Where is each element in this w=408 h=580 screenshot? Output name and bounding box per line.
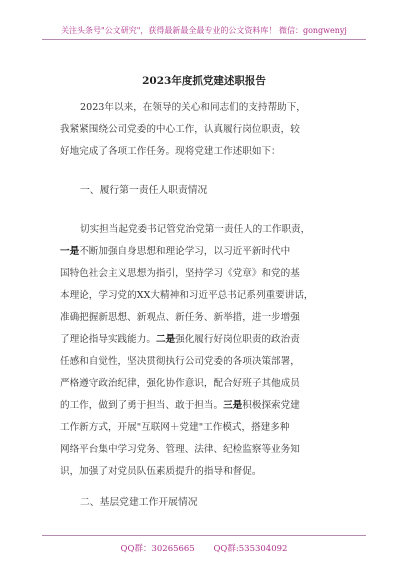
section1-line bbox=[60, 439, 352, 461]
footer-qq-group-1: QQ群：30265665 bbox=[120, 544, 195, 554]
header-divider bbox=[42, 39, 366, 40]
line-emphasis: 二是 bbox=[155, 334, 176, 345]
line-text: 国特色社会主义思想为指引，坚持学习《党章》和党的基 bbox=[60, 268, 300, 279]
footer-contact bbox=[0, 542, 408, 554]
intro-line: 我紧紧围绕公司党委的中心工作，认真履行岗位职责，较 bbox=[60, 124, 300, 135]
intro-paragraph bbox=[60, 97, 352, 163]
section1-line bbox=[60, 417, 352, 439]
intro-line: 好地完成了各项工作任务。现将党建工作述职如下： bbox=[60, 146, 281, 157]
line-text: 网络平台集中学习党务、管理、法律、纪检监察等业务知 bbox=[60, 444, 300, 455]
line-text: 不断加强自身思想和理论学习，以习近平新时代中 bbox=[79, 246, 291, 257]
page-header bbox=[0, 0, 408, 40]
line-text: 任感和自觉性，坚决贯彻执行公司党委的各项决策部署， bbox=[60, 356, 300, 367]
section1-line bbox=[60, 461, 352, 483]
footer-qq-group-2: QQ群:535304092 bbox=[213, 544, 288, 554]
section1-paragraph bbox=[60, 219, 352, 483]
line-text: 切实担当起党委书记管党治党第一责任人的工作职责， bbox=[80, 224, 311, 235]
section1-line bbox=[60, 285, 352, 307]
line-text: 了理论指导实践能力。 bbox=[60, 334, 156, 345]
line-text: 强化履行好岗位职责的政治责 bbox=[175, 334, 300, 345]
header-promo-text: 关注头条号"公文研究"，获得最新最全最专业的公文资料库！ 微信：gongwenyj bbox=[61, 26, 347, 35]
line-emphasis: 三是 bbox=[223, 400, 243, 411]
page-footer bbox=[0, 532, 408, 580]
line-emphasis: 一是 bbox=[60, 246, 80, 257]
section1-heading: 一、履行第一责任人职责情况 bbox=[80, 185, 208, 196]
section1-line bbox=[60, 329, 352, 351]
line-text: 积极探索党建 bbox=[242, 400, 300, 411]
line-text: 工作新方式，开展"互联网＋党建"工作模式，搭建多种 bbox=[60, 422, 290, 433]
line-text: 严格遵守政治纪律，强化协作意识，配合好班子其他成员 bbox=[60, 378, 300, 389]
line-text: 识，加强了对党员队伍素质提升的指导和督促。 bbox=[60, 466, 262, 477]
section1-line bbox=[60, 263, 352, 285]
line-text: 本理论，学习党的XX大精神和习近平总书记系列重要讲话， bbox=[60, 290, 314, 301]
section1-line bbox=[60, 395, 352, 417]
section1-line bbox=[60, 351, 352, 373]
section1-line bbox=[60, 307, 352, 329]
section2-heading: 二、基层党建工作开展情况 bbox=[80, 497, 198, 508]
line-text: 的工作，做到了勇于担当、敢于担当。 bbox=[60, 400, 224, 411]
section1-line bbox=[60, 241, 352, 263]
intro-line: 2023年以来，在领导的关心和同志们的支持帮助下， bbox=[80, 102, 306, 113]
section1-line bbox=[60, 219, 352, 241]
line-text: 准确把握新思想、新观点、新任务、新举措，进一步增强 bbox=[60, 312, 300, 323]
footer-divider bbox=[42, 535, 366, 536]
document-title: 2023年度抓党建述职报告 bbox=[142, 75, 266, 87]
section1-line bbox=[60, 373, 352, 395]
